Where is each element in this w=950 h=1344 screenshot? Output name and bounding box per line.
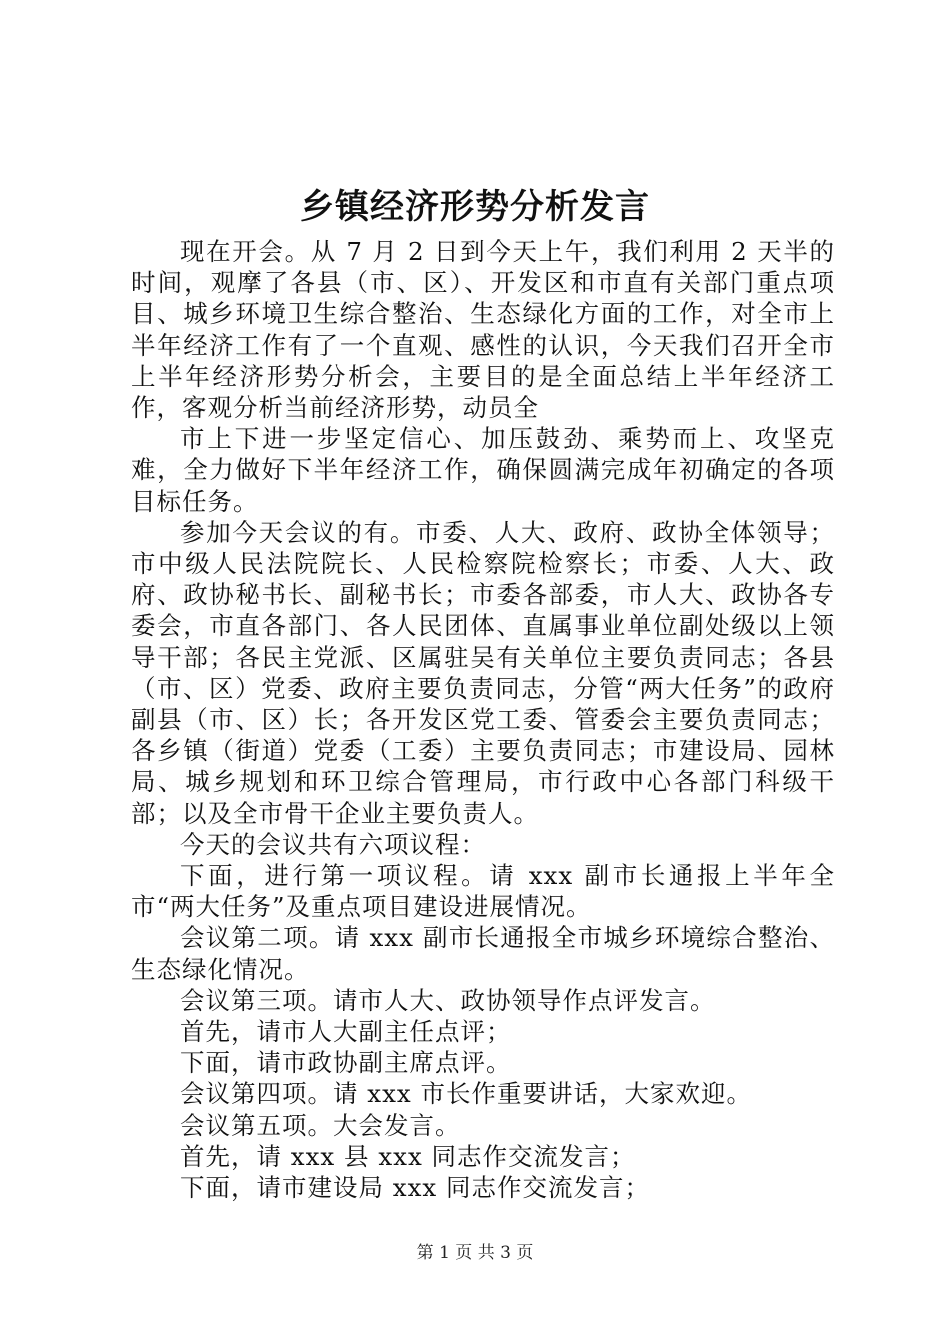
paragraph-agenda-item-5: 会议第五项。大会发言。 xyxy=(180,1110,461,1140)
paragraph-attendees: 参加今天会议的有。市委、人大、政府、政协全体领导；市中级人民法院院长、人民检察院检察长；市委、人大、政府、政协秘书长、副秘书长；市委各部委，市人大、政协各专委会，市直各部门、各人民团体、直属事业单位副处级以上领导干部；各民主党派、区属驻吴有关单位主要负责同志；各县（市、区）党委、政府主要负责同志，分管“两大任务”的政府副县（市、区）长；各开发区党工委、管委会主要负责同志；各乡镇（街道）党委（工委）主要负责同志；市建设局、园林局、城乡规划和环卫综合管理局，市行政中心各部门科级干部；以及全市骨干企业主要负责人。 xyxy=(131,517,835,828)
paragraph-agenda-item-2: 会议第二项。请 xxx 副市长通报全市城乡环境综合整治、生态绿化情况。 xyxy=(131,923,835,984)
document-title: 乡镇经济形势分析发言 xyxy=(300,187,650,227)
paragraph-agenda-intro: 今天的会议共有六项议程： xyxy=(180,829,486,859)
page-number-footer: 第 1 页 共 3 页 xyxy=(416,1243,534,1263)
paragraph-agenda-item-1: 下面，进行第一项议程。请 xxx 副市长通报上半年全市“两大任务”及重点项目建设进展情况。 xyxy=(131,861,835,922)
paragraph-mobilize: 市上下进一步坚定信心、加压鼓劲、乘势而上、攻坚克难，全力做好下半年经济工作，确保圆满完成年初确定的各项目标任务。 xyxy=(131,424,835,516)
paragraph-agenda-item-4: 会议第四项。请 xxx 市长作重要讲话，大家欢迎。 xyxy=(180,1079,753,1109)
paragraph-speech-1: 首先，请 xxx 县 xxx 同志作交流发言； xyxy=(180,1141,636,1171)
paragraph-speech-2: 下面，请市建设局 xxx 同志作交流发言； xyxy=(180,1173,651,1203)
paragraph-review-2: 下面，请市政协副主席点评。 xyxy=(180,1048,512,1078)
paragraph-agenda-item-3: 会议第三项。请市人大、政协领导作点评发言。 xyxy=(180,985,716,1015)
paragraph-review-1: 首先，请市人大副主任点评； xyxy=(180,1017,512,1047)
paragraph-opening: 现在开会。从 7 月 2 日到今天上午，我们利用 2 天半的时间，观摩了各县（市、区）、开发区和市直有关部门重点项目、城乡环境卫生综合整治、生态绿化方面的工作，对全市上半年经济工作有了一个直观、感性的认识，今天我们召开全市上半年经济形势分析会，主要目的是全面总结上半年经济工作，客观分析当前经济形势，动员全 xyxy=(131,237,835,423)
document-body xyxy=(131,236,835,1203)
